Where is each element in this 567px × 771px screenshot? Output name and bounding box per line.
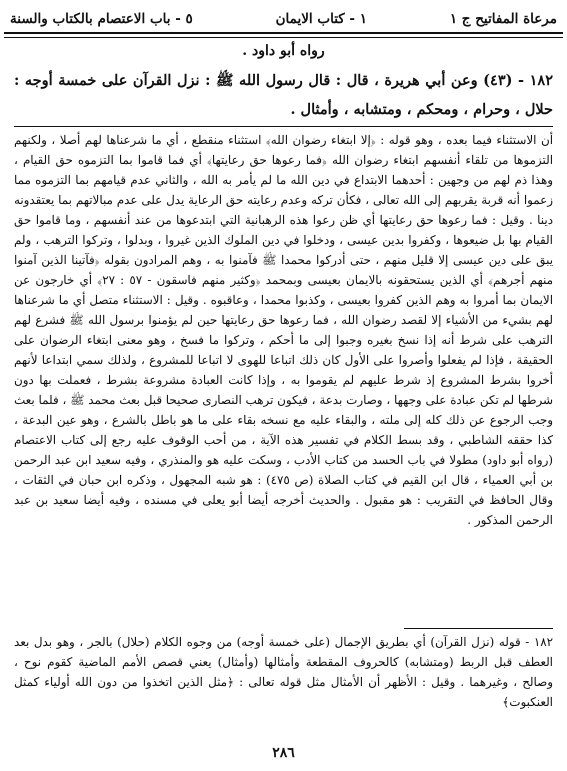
commentary-separator-short [404, 628, 553, 629]
narration-line: رواه أبو داود . [242, 43, 325, 59]
header-book-title: مرعاة المفاتيح ج ١ [449, 11, 557, 27]
commentary-text-hadith-182: ١٨٢ - قوله (نزل القرآن) أي بطريق الإجمال (على خمسة أوجه) من وجوه الكلام (حلال) بالجر ، وهو بدل بعد العطف قبل الربط (ومتشابه) كالحروف المقطعة وأمثالها (وأمثال) يعني قصص الأمم الماضية كقوم نوح ، وصالح ، وغيرهما . وقيل : الأظهر أن الأمثال مثل قوله تعالى : ﴿مثل الذين اتخذوا من دون الله أولياء كمثل العنكبوت﴾ [14, 635, 553, 709]
hadith-text: ١٨٢ - (٤٣) وعن أبي هريرة ، قال : قال رسول الله ﷺ : نزل القرآن على خمسة أوجه : حلال ، وحرام ، ومحكم ، ومتشابه ، وأمثال . [14, 72, 553, 118]
header-rule-thin [4, 37, 563, 38]
commentary-separator [14, 126, 553, 127]
page-number: ٢٨٦ [272, 745, 295, 761]
commentary-text: أن الاستثناء فيما بعده ، وهو قوله : ﴿إلا ابتغاء رضوان الله﴾ استثناء منقطع ، أي ما شرعناها لهم أصلا ، ولكنهم التزموها من تلقاء أنفسهم ابتغاء رضوان الله ﴿فما رعوها حق رعايتها﴾ أي فما قاموا بما التزموه حق القيام ، وهذا ذم لهم من وجهين : أحدهما الابتداع في دين الله ما لم يأمر به الله ، والثاني عدم قيامهم بما التزموه مما زعموا أنه قربة يقربهم إلى الله تعالى ، فكأن تركه وعدم رعايته حق الرعاية يدل على عدم مبالاتهم بما يعتقدونه دينا . وقيل : فما رعوها حق رعايتها أي ظن رعوا هذه الرهبانية التي ابتدعوها من عند أنفسهم ، وما قاموا حق القيام بها بل ضيعوها ، وكفروا بدين عيسى ، ودخلوا في دين الملوك الذين غيروا ، وبدلوا ، وتركوا الترهب ، ولم يبق على دين عيسى إلا قليل منهم ، حتى أدركوا محمدا ﷺ فآمنوا به ، وهم المرادون بقوله ﴿فآتينا الذين آمنوا منهم أجرهم﴾ أي الذين يستحقونه بالايمان بعيسى وبمحمد ﴿وكثير منهم فاسقون - ٥٧ : ٢٧﴾ أي خارجون عن الايمان بما أمروا به وهم الذين كفروا بعيسى ، وكذبوا محمدا ، وعاقبوه . وقيل : الاستثناء متصل أي ما شرعناها لهم بشيء من الأشياء إلا لقصد رضوان الله ، فما رعوها حق رعايتها حين لم يؤمنوا برسول الله ﷺ فشرع لهم الترهب على شرط أنه إذا نسخ بغيره وجبوا إلى ما أحكم ، وتركوا ما فسخ ، وهو معنى ابتغاء الرضوان على الحقيقة ، فإذا لم يفعلوا وأصروا على الأول كان ذلك اتباعا للهوى لا اتباعا للمشروع ، ولذلك سمي ابتداعا لأنهم أخروا بشرط المشروع إذ شرط عليهم لم يقوموا به ، وإذا كانت العبادة مشروعة بشرط ، فعملت بها دون شرطها لم تكن عبادة على وجهها ، وصارت بدعة ، فيكون ترهب النصارى صحيحا قبل بعث محمد ﷺ ، فلما بعث وجب الرجوع عن ذلك كله إلى ملته ، والبقاء عليه مع نسخه بقاء على ما هو باطل بالشرع ، وهو عين البدعة ، كذا حققه الشاطبي ، وقد بسط الكلام في تفسير هذه الآية ، من أحب الوقوف عليه رجع إلى كتاب الاعتصام (رواه أبو داود) مطولا في باب الحسد من كتاب الأدب ، وسكت عليه هو والمنذري ، وفيه سعيد ابن عبد الرحمن بن أبي العمياء ، قال ابن القيم في كتاب الصلاة (ص ٤٧٥) : هو شبه المجهول ، وذكره ابن حبان في الثقات ، وقال الحافظ في التقريب : هو مقبول . والحديث أخرجه أيضا أبو يعلى في مسنده ، وفيه أيضا سعيد بن عبد الرحمن المذكور . [14, 133, 553, 527]
running-header [4, 4, 563, 34]
header-chapter: ١ - كتاب الايمان [275, 11, 367, 27]
header-section: ٥ - باب الاعتصام بالكتاب والسنة [10, 11, 193, 27]
header-rule [4, 32, 563, 34]
